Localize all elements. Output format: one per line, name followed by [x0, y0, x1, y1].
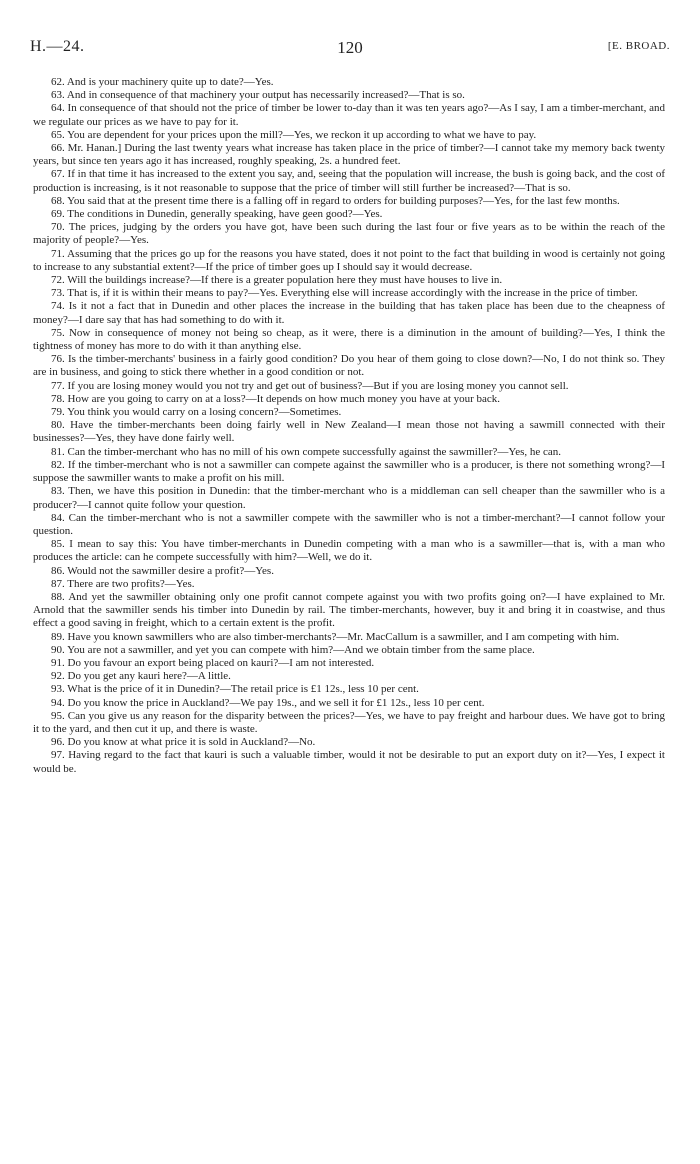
transcript-paragraph: 75. Now in consequence of money not being so cheap, as it were, there is a diminution in the amount of building?—Yes, I think the tightness of money has more to do with it than anything else.: [33, 326, 665, 353]
transcript-paragraph: 87. There are two profits?—Yes.: [51, 577, 195, 590]
transcript-paragraph: 64. In consequence of that should not the price of timber be lower to-day than it was ten years ago?—As I say, I am a timber-merchant, and we regulate our prices as we have to pay for it.: [33, 102, 665, 128]
transcript-paragraph: 82. If the timber-merchant who is not a sawmiller can compete against the sawmiller who is a producer, is there not something wrong?—I suppose the sawmiller wants to make a profit on his mill.: [33, 458, 665, 485]
transcript-paragraph: 83. Then, we have this position in Dunedin: that the timber-merchant who is a middleman can sell cheaper than the sawmiller who is a producer?—I cannot quite follow your question.: [33, 485, 665, 511]
transcript-paragraph: 63. And in consequence of that machinery your output has necessarily increased?—That is so.: [51, 89, 465, 102]
transcript-paragraph: 93. What is the price of it in Dunedin?—The retail price is £1 12s., less 10 per cent.: [51, 683, 419, 696]
transcript-paragraph: 91. Do you favour an export being placed on kauri?—I am not interested.: [51, 656, 375, 669]
transcript-paragraph: 66. Mr. Hanan.] During the last twenty years what increase has taken place in the price of timber?—I cannot take my memory back twenty years, but since ten years ago it has increased, roughly speaking, 2s. a hundred feet.: [33, 142, 665, 168]
transcript-paragraph: 95. Can you give us any reason for the disparity between the prices?—Yes, we have to pay freight and harbour dues. We have got to bring it to the yard, and then cut it up, and there is waste.: [33, 709, 665, 735]
witness-name: [E. BROAD.: [607, 40, 670, 52]
transcript-paragraph: 96. Do you know at what price it is sold in Auckland?—No.: [51, 736, 316, 749]
transcript-paragraph: 78. How are you going to carry on at a loss?—It depends on how much money you have at your back.: [51, 392, 501, 405]
transcript-paragraph: 67. If in that time it has increased to the extent you say, and, seeing that the population will increase, the bush is going back, and the cost of production is increasing, is it not reasonable to suppose that the price of timber will still further be increased?—That is so.: [33, 168, 665, 194]
transcript-paragraph: 69. The conditions in Dunedin, generally speaking, have geen good?—Yes.: [51, 208, 383, 221]
document-reference: H.—24.: [30, 38, 85, 55]
transcript-paragraph: 70. The prices, judging by the orders you have got, have been such during the last four or five years as to be within the reach of the majority of people?—Yes.: [33, 221, 665, 247]
transcript-paragraph: 76. Is the timber-merchants' business in a fairly good condition? Do you hear of them going to close down?—No, I do not think so. They are in business, and going to stick there whether in a good condition or not.: [33, 353, 665, 379]
transcript-paragraph: 79. You think you would carry on a losing concern?—Sometimes.: [51, 406, 342, 419]
transcript-paragraph: 89. Have you known sawmillers who are also timber-merchants?—Mr. MacCallum is a sawmiller, and I am competing with him.: [51, 630, 620, 643]
transcript-paragraph: 94. Do you know the price in Auckland?—We pay 19s., and we sell it for £1 12s., less 10 per cent.: [51, 696, 485, 709]
transcript-paragraph: 68. You said that at the present time there is a falling off in regard to orders for building purposes?—Yes, for the last few months.: [51, 194, 620, 207]
transcript-paragraph: 73. That is, if it is within their means to pay?—Yes. Everything else will increase accordingly with the increase in the price of timber.: [51, 287, 638, 300]
transcript-paragraph: 97. Having regard to the fact that kauri is such a valuable timber, would it not be desirable to put an export duty on it?—Yes, I expect it would be.: [33, 749, 665, 775]
transcript-paragraph: 86. Would not the sawmiller desire a profit?—Yes.: [51, 564, 274, 577]
transcript-paragraph: 72. Will the buildings increase?—If there is a greater population here they must have houses to live in.: [51, 274, 503, 287]
transcript-paragraph: 80. Have the timber-merchants been doing fairly well in New Zealand—I mean those not having a sawmill connected with their businesses?—Yes, they have done fairly well.: [33, 419, 665, 445]
page-number: 120: [337, 38, 363, 57]
transcript-paragraph: 71. Assuming that the prices go up for the reasons you have stated, does it not point to the fact that building in wood is certainly not going to increase to any substantial extent?—If the price of timber goes up I should say it would decrease.: [33, 247, 665, 273]
transcript-paragraph: 85. I mean to say this: You have timber-merchants in Dunedin competing with a man who is a sawmiller—that is, with a man who produces the article: can he compete successfully with him?—Well, we do it.: [33, 538, 665, 564]
transcript-paragraph: 88. And yet the sawmiller obtaining only one profit cannot compete against you with two profits going on?—I have explained to Mr. Arnold that the sawmiller sends his timber into Dunedin by rail. The timber-merchants, however, buy it and bring it in coastwise, and thus effect a good saving in freight, which to a certain extent is the profit.: [33, 590, 665, 630]
transcript-paragraph: 90. You are not a sawmiller, and yet you can compete with him?—And we obtain timber from the same place.: [51, 643, 535, 656]
transcript-paragraph: 65. You are dependent for your prices upon the mill?—Yes, we reckon it up according to what we have to pay.: [51, 128, 537, 141]
transcript-paragraph: 81. Can the timber-merchant who has no mill of his own compete successfully against the sawmiller?—Yes, he can.: [51, 445, 562, 458]
transcript-body: [33, 76, 665, 776]
transcript-paragraph: 77. If you are losing money would you not try and get out of business?—But if you are losing money you cannot sell.: [51, 379, 569, 392]
transcript-paragraph: 62. And is your machinery quite up to date?—Yes.: [51, 76, 274, 88]
transcript-paragraph: 74. Is it not a fact that in Dunedin and other places the increase in the building that has taken place has been due to the cheapness of money?—I dare say that has had something to do with it.: [33, 300, 665, 326]
page-header: [30, 38, 670, 62]
transcript-paragraph: 92. Do you get any kauri here?—A little.: [51, 670, 231, 683]
transcript-paragraph: 84. Can the timber-merchant who is not a sawmiller compete with the sawmiller who is not a timber-merchant?—I cannot follow your question.: [33, 511, 665, 537]
